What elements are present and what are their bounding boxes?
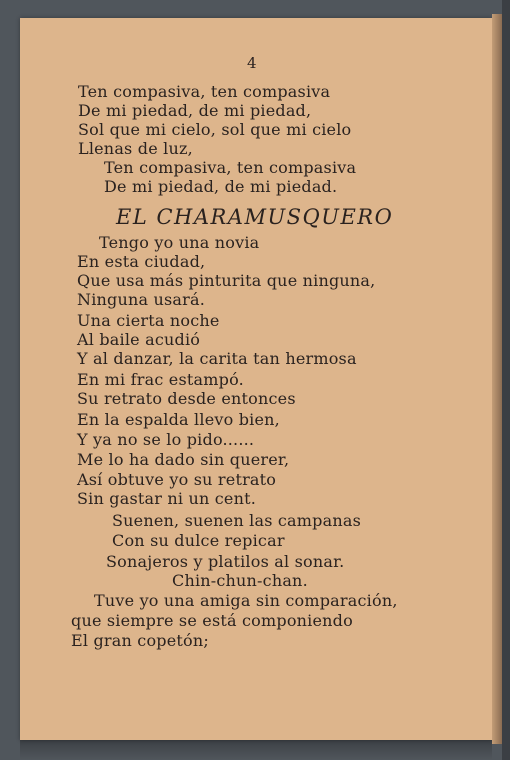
book-spine [492,14,502,744]
verse-line: De mi piedad, de mi piedad. [104,177,338,196]
chorus-line: Chin-chun-chan. [172,571,308,590]
verse-line: Que usa más pinturita que ninguna, [77,271,376,290]
verse-line: Una cierta noche [77,311,220,330]
scan-edge [502,0,510,760]
verse-line: Y al danzar, la carita tan hermosa [77,349,357,368]
page-shadow [20,740,492,760]
verse-line: Me lo ha dado sin querer, [77,450,290,469]
verse-line: Ten compasiva, ten compasiva [78,82,331,101]
chorus-line: Sonajeros y platilos al sonar. [106,552,345,571]
verse-line: que siempre se está componiendo [71,611,353,630]
verse-line: Ninguna usará. [77,290,206,309]
verse-line: En mi frac estampó. [77,370,244,389]
verse-line: Su retrato desde entonces [77,389,296,408]
verse-line: Ten compasiva, ten compasiva [104,158,357,177]
chorus-line: Suenen, suenen las campanas [112,511,361,530]
verse-line: Tengo yo una novia [99,233,260,252]
verse-line: De mi piedad, de mi piedad, [78,101,312,120]
verse-line: Sol que mi cielo, sol que mi cielo [78,120,352,139]
verse-line: En la espalda llevo bien, [77,410,280,429]
song-title: EL CHARAMUSQUERO [116,205,394,229]
verse-line: Y ya no se lo pido...... [77,430,255,449]
verse-line: Al baile acudió [77,330,201,349]
verse-line: Sin gastar ni un cent. [77,489,257,508]
page-number: 4 [247,54,257,72]
verse-line: En esta ciudad, [77,252,206,271]
verse-line: Así obtuve yo su retrato [77,470,277,489]
verse-line: El gran copetón; [71,631,209,650]
chorus-line: Con su dulce repicar [112,531,285,550]
verse-line: Llenas de luz, [78,139,193,158]
verse-line: Tuve yo una amiga sin comparación, [94,591,398,610]
